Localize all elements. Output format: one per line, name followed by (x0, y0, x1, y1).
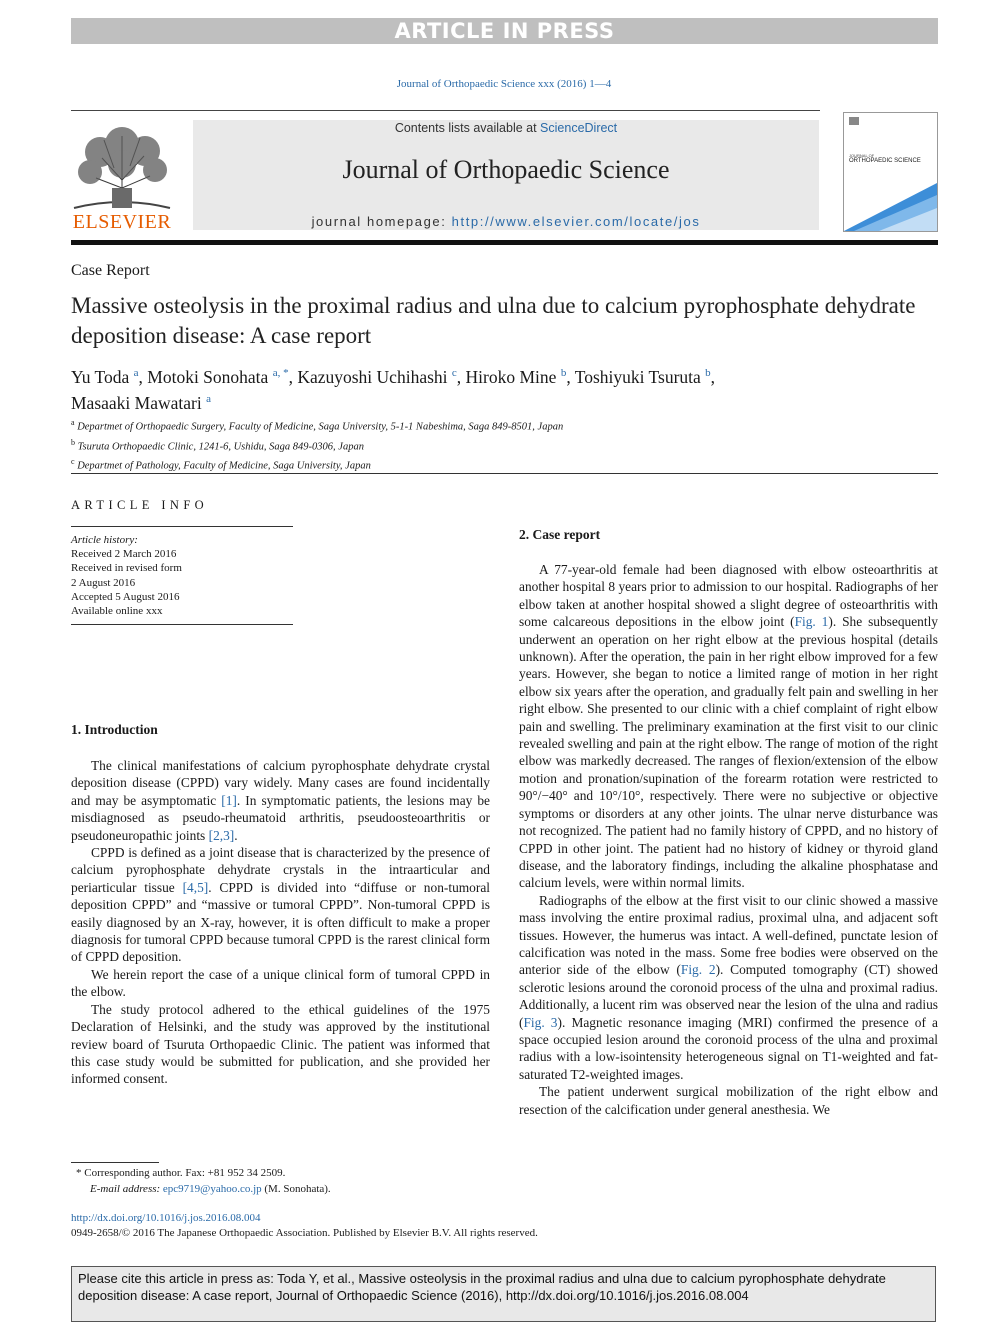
author-list (71, 362, 931, 414)
contents-available-line (193, 121, 819, 135)
history-line: 2 August 2016 (71, 576, 136, 589)
author-name[interactable]: Motoki Sonohata (147, 366, 269, 387)
text-run: ). Magnetic resonance imaging (MRI) confirmed the presence of a space occupied lesion around the coronoid process of the ulna and proximal radius with a low-isointensity heterogeneous signal on T1-weighted and fat-saturated T2-weighted images. (519, 1014, 938, 1082)
history-title: Article history: (71, 534, 138, 546)
article-type: Case Report (71, 262, 150, 279)
author-separator: , (710, 366, 716, 387)
elsevier-wordmark: ELSEVIER (72, 211, 172, 233)
email-label: E-mail address: (90, 1182, 163, 1195)
author-name[interactable]: Hiroko Mine (465, 366, 557, 387)
intro-paragraph-3: We herein report the case of a unique clinical form of tumoral CPPD in the elbow. (71, 966, 490, 1000)
affiliation-text: Departmet of Orthopaedic Surgery, Faculty of Medicine, Saga University, 5-1-1 Nabeshima, Saga 849-8501, Japan (77, 421, 564, 433)
article-in-press-banner: ARTICLE IN PRESS (71, 18, 938, 44)
text-run: . CPPD is divided into “diffuse or non-tumoral deposition CPPD” and “massive or tumoral CPPD”. Non-tumoral CPPD is easily diagnosed by an X-ray, however, it is often difficult to make a proper diagnosis for tumoral CPPD because tumoral CPPD is the rarest clinical form of CPPD deposition. (71, 879, 490, 965)
author-affil-mark[interactable]: c (451, 367, 457, 379)
journal-cover-thumbnail[interactable] (843, 112, 938, 232)
cover-title-line2: ORTHOPAEDIC SCIENCE (849, 158, 921, 164)
article-info-heading: ARTICLE INFO (71, 498, 209, 512)
cover-title-line1: JOURNAL OF (849, 153, 875, 158)
affiliation-text: Tsuruta Orthopaedic Clinic, 1241-6, Ushidu, Saga 849-0306, Japan (77, 441, 364, 452)
text-run: A 77-year-old female had been diagnosed with elbow osteoarthritis at another hospital 8 years prior to admission to our hospital. Radiographs of her elbow taken at another hospital showed a slight degree of osteoarthritis with some calcareous depositions in the elbow joint ( (519, 562, 938, 630)
article-title: Massive osteolysis in the proximal radius and ulna due to calcium pyrophosphate dehydrate deposition disease: A case report (71, 293, 916, 348)
reference-link[interactable]: [2,3] (208, 827, 235, 843)
journal-cover-art-icon (844, 113, 937, 231)
case-report-heading: 2. Case report (519, 527, 601, 542)
email-line (76, 1182, 506, 1198)
homepage-link[interactable]: http://www.elsevier.com/locate/jos (451, 214, 701, 229)
text-run: CPPD is defined as a joint disease that is characterized by the presence of calcium pyrophosphate dehydrate crystals in the intraarticular and periarticular tissue (71, 845, 490, 895)
citation-box: Please cite this article in press as: Toda Y, et al., Massive osteolysis in the proximal radius and ulna due to calcium pyrophosphate dehydrate deposition disease: A case report, Journal of Orthopaedic Science (2016), http://dx.doi.org/10.1016/j.jos.2016.08.004 (71, 1266, 936, 1322)
author-name[interactable]: Yu Toda (71, 366, 130, 387)
author-name[interactable]: Toshiyuki Tsuruta (574, 366, 701, 387)
masthead-thick-rule (71, 240, 938, 245)
affiliation-item (71, 454, 931, 474)
text-run: . (234, 827, 238, 843)
figure-link[interactable]: Fig. 1 (794, 614, 829, 630)
email-link[interactable]: epc9719@yahoo.co.jp (162, 1182, 262, 1195)
author-separator: , (566, 366, 575, 387)
figure-link[interactable]: Fig. 2 (680, 962, 716, 978)
author-separator: , (138, 366, 148, 387)
running-head[interactable]: Journal of Orthopaedic Science xxx (2016) 1—4 (396, 78, 612, 90)
text-run: ). She subsequently underwent an operation on her right elbow at the previous hospital (details unknown). After the operation, the pain in her right elbow improved for a few years. However, she began to notice a limited range of motion in her right elbow six years after the operation, and gradually felt pain and swelling in her right elbow. She presented to our clinic with a chief complaint of right elbow pain and swelling. The preliminary examination at the first visit to our clinic revealed swelling and pain at the right elbow. The range of motion of the right elbow was markedly decreased. The ranges of flexion/extension of the elbow motion and pronation/supination of the forearm rotation were restricted to 90°/−40° and 10°/10°, respectively. There were no subjective or objective symptoms or disorders at any other joints. The ulnar nerve disturbance was not recognized. The patient had no family history of CPPD, and no history of CPPD in other joint. The patient had no history of kidney or thyroid gland disease, and the laboratory findings, including the alkaline phosphatase and calcium levels, were within normal limits. (519, 614, 938, 891)
text-run: . In symptomatic patients, the lesions may be misdiagnosed as pseudo-rheumatoid arthritis, pseudoosteoarthritis or pseudoneuropathic joints (71, 792, 491, 843)
homepage-prefix: journal homepage: (311, 214, 452, 229)
affiliation-key: b (71, 437, 75, 447)
affiliation-key: a (71, 418, 75, 427)
introduction-heading: 1. Introduction (71, 722, 158, 737)
article-history (71, 533, 301, 618)
author-affil-mark[interactable]: b (560, 367, 567, 379)
email-suffix: (M. Sonohata). (261, 1182, 331, 1195)
affiliation-rule (71, 473, 938, 474)
introduction-body (71, 757, 490, 1088)
intro-paragraph-1 (71, 757, 490, 844)
history-line: Received 2 March 2016 (71, 548, 177, 561)
author-separator: , (456, 366, 466, 387)
affiliation-key: c (71, 457, 75, 466)
intro-paragraph-2 (71, 844, 490, 966)
author-affil-mark[interactable]: a, * (272, 367, 289, 379)
reference-link[interactable]: [1] (221, 792, 237, 808)
contents-prefix: Contents lists available at (394, 121, 541, 135)
affiliation-list (71, 415, 931, 474)
author-separator: , (288, 366, 298, 387)
sciencedirect-link[interactable]: ScienceDirect (540, 121, 618, 135)
footnote-rule (71, 1162, 159, 1163)
history-line: Received in revised form (71, 562, 182, 575)
case-report-body (519, 561, 938, 1118)
case-paragraph-1 (519, 561, 938, 892)
doi-link[interactable]: http://dx.doi.org/10.1016/j.jos.2016.08.004 (71, 1212, 261, 1224)
copyright-line: 0949-2658/© 2016 The Japanese Orthopaedic Association. Published by Elsevier B.V. All rights reserved. (71, 1227, 538, 1239)
article-info-rule-top (71, 526, 293, 527)
corresponding-author-line: * Corresponding author. Fax: +81 952 34 2509. (76, 1167, 286, 1179)
case-paragraph-3: The patient underwent surgical mobilization of the right elbow and resection of the calcification under general anesthesia. We (519, 1084, 938, 1117)
journal-homepage-line (193, 214, 819, 229)
author-name[interactable]: Masaaki Mawatari (71, 392, 202, 413)
author-name[interactable]: Kazuyoshi Uchihashi (297, 366, 448, 387)
affiliation-text: Departmet of Pathology, Faculty of Medicine, Saga University, Japan (77, 460, 371, 472)
author-affil-mark[interactable]: b (705, 367, 711, 379)
text-run: The clinical manifestations of calcium pyrophosphate dehydrate crystal deposition disease (CPPD) vary widely. Many cases are found incidentally and may be asymptomatic (71, 758, 490, 808)
author-affil-mark[interactable]: a (206, 392, 211, 405)
intro-paragraph-4: The study protocol adhered to the ethical guidelines of the 1975 Declaration of Helsinki, and the study was approved by the institutional review board of Tsuruta Orthopaedic Clinic. The patient was informed that this case study would be submitted for publication, and she provided her informed consent. (71, 1001, 490, 1087)
header-rule (71, 110, 820, 111)
journal-name: Journal of Orthopaedic Science (342, 155, 670, 184)
history-line: Available online xxx (71, 605, 163, 618)
case-paragraph-2 (519, 892, 938, 1083)
text-run: ). Computed tomography (CT) showed sclerotic lesions around the coronoid process of the ulna and proximal radius. Additionally, a lucent rim was observed near the lesion of the ulna and radius ( (519, 962, 938, 1030)
reference-link[interactable]: [4,5] (182, 879, 209, 895)
author-affil-mark[interactable]: a (133, 367, 139, 379)
text-run: Radiographs of the elbow at the first visit to our clinic showed a massive mass involving the entire proximal radius, proximal ulna, and adjacent soft tissues. However, the humerus was intact. A well-defined, punctate lesion of calcification was noted in the mass. Some free bodies were observed on the anterior side of the elbow ( (519, 892, 938, 978)
history-line: Accepted 5 August 2016 (71, 590, 180, 603)
corresponding-author-footnote (76, 1166, 506, 1197)
figure-link[interactable]: Fig. 3 (523, 1014, 558, 1030)
affiliation-item (71, 415, 931, 435)
affiliation-item (71, 435, 931, 455)
article-info-rule-bottom (71, 624, 293, 625)
